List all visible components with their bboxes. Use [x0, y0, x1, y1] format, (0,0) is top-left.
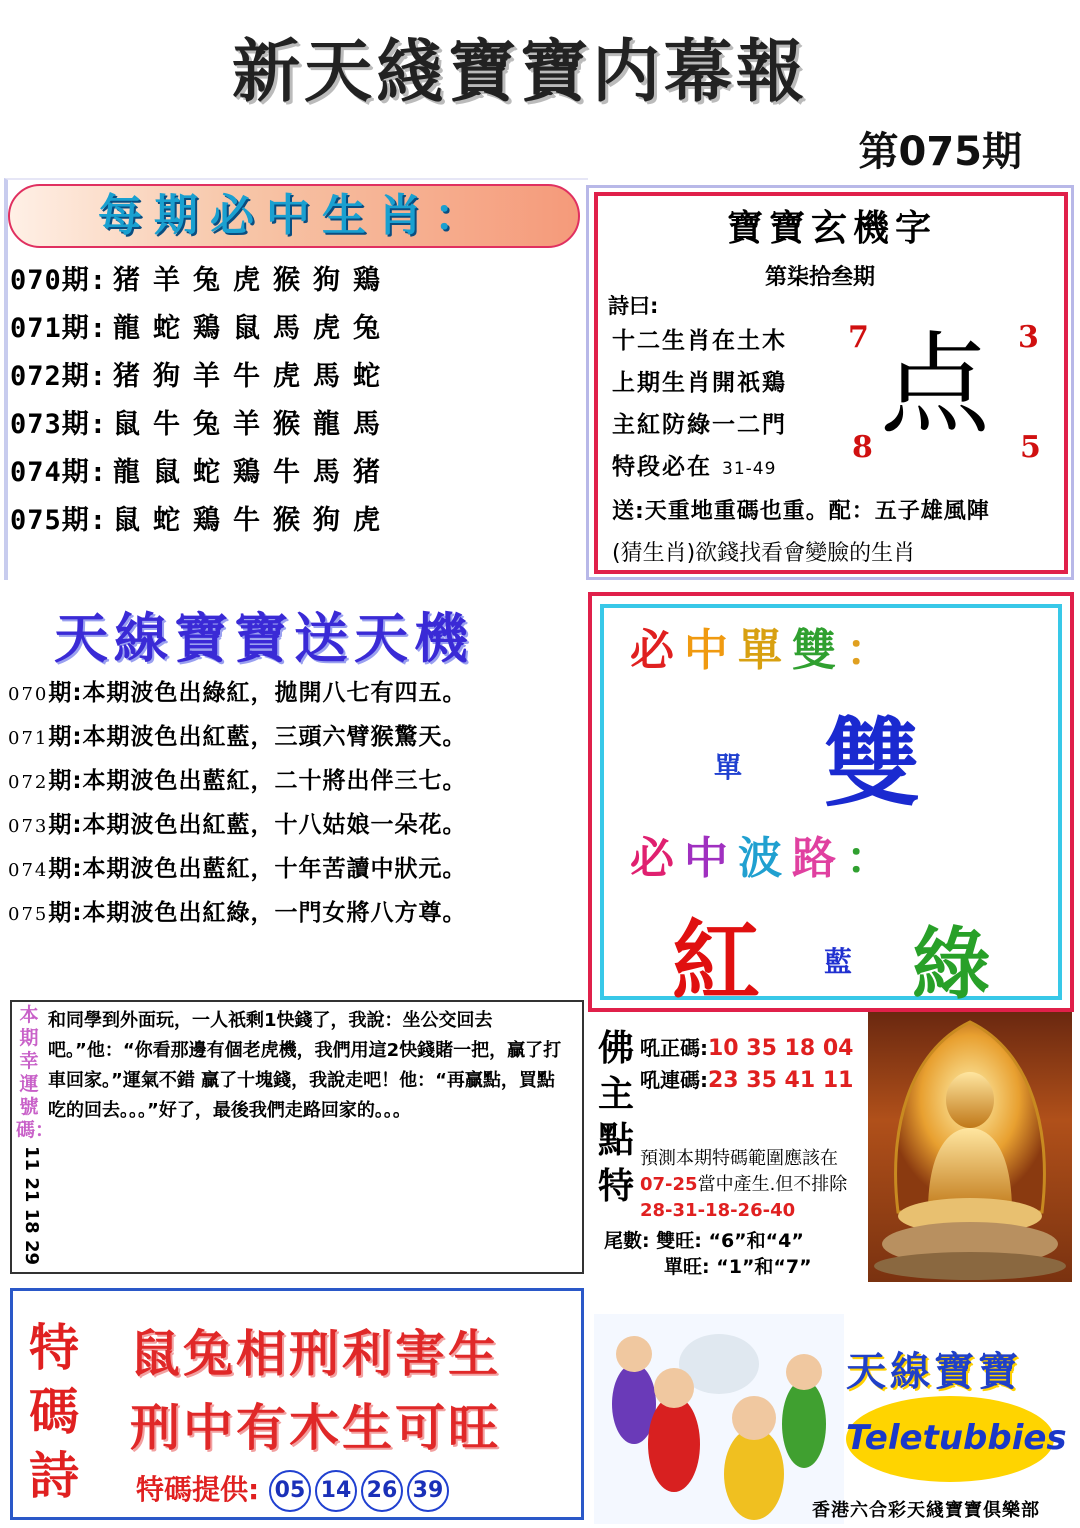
wave-row-label: 071	[8, 728, 49, 749]
zodiac-animal: 牛	[233, 361, 262, 392]
zodiac-animal: 鼠	[113, 409, 142, 440]
zodiac-animal: 鶏	[193, 505, 222, 536]
zodiac-animal: 虎	[353, 505, 382, 536]
main-numbers-label: 吼正碼:	[640, 1036, 708, 1060]
wave-row-text: 期:本期波色出紅藍，十八姑娘一朵花。	[48, 812, 467, 838]
zodiac-animal: 虎	[313, 313, 342, 344]
zodiac-animal: 龍	[313, 409, 342, 440]
wave-row-text: 期:本期波色出紅綠，一門女將八方尊。	[48, 900, 467, 926]
main-numbers-row	[640, 1032, 853, 1061]
teletubbies-logo-cn: 天線寶寶	[846, 1349, 1022, 1395]
poem-label: 詩曰:	[608, 294, 659, 318]
poem-vertical-label: 特碼詩	[29, 1319, 79, 1505]
link-numbers: 23 35 41 11	[708, 1068, 854, 1093]
club-footer: 香港六合彩天綫寶寶俱樂部	[812, 1500, 1040, 1521]
provider-row	[136, 1468, 453, 1512]
zodiac-animal: 狗	[313, 265, 342, 296]
riddle-line-1: 十二生肖在土木	[612, 328, 787, 354]
number-ball: 05	[269, 1470, 311, 1512]
zodiac-animal: 猪	[353, 457, 382, 488]
zodiac-animal: 羊	[233, 409, 262, 440]
zodiac-row	[10, 258, 387, 297]
provider-label: 特碼提供:	[136, 1473, 260, 1506]
zodiac-animal: 羊	[193, 361, 222, 392]
wave-row	[8, 850, 467, 883]
wave-row-text: 期:本期波色出綠紅，拋開八七有四五。	[48, 680, 467, 706]
zodiac-row-label: 073期:	[10, 409, 108, 440]
zodiac-animal: 兔	[193, 409, 222, 440]
wave-row-text: 期:本期波色出紅藍，三頭六臂猴驚天。	[48, 724, 467, 750]
poem-line-2: 刑中有木生可旺	[130, 1399, 501, 1457]
zodiac-row	[10, 306, 387, 345]
zodiac-animal: 鶏	[233, 457, 262, 488]
wave-row-text: 期:本期波色出藍紅，十年苦讀中狀元。	[48, 856, 467, 882]
corner-number-bl: 8	[852, 430, 873, 465]
wave-title: 天線寶寶送天機	[54, 607, 474, 670]
number-ball: 26	[361, 1470, 403, 1512]
wave-row-label: 073	[8, 816, 49, 837]
special-range: 31-49	[722, 459, 777, 479]
riddle-title: 寶寶玄機字	[726, 208, 937, 249]
zodiac-animal: 龍	[113, 457, 142, 488]
story-text: 和同學到外面玩，一人祇剩1快錢了，我說：坐公交回去吧。”他：“你看那邊有個老虎機，我們用這2快錢賭一把，贏了打車回家。”運氣不錯 贏了十塊錢，我說走吧！他：“再贏點，買點吃的回去。。。”好了，最後我們走路回家的。。。	[48, 1010, 562, 1121]
zodiac-animal: 馬	[313, 361, 342, 392]
wave-row	[8, 674, 467, 707]
riddle-line-3: 主紅防綠一二門	[612, 412, 787, 438]
zodiac-animal: 猪	[113, 361, 142, 392]
zodiac-animal: 猴	[273, 409, 302, 440]
big-even-label: 雙	[824, 707, 920, 820]
zodiac-animal: 牛	[273, 457, 302, 488]
special-label: 特段必在	[612, 454, 712, 480]
wave-row-text: 期:本期波色出藍紅，二十將出伴三七。	[48, 768, 467, 794]
link-numbers-row	[640, 1064, 853, 1093]
zodiac-animal: 猪	[113, 265, 142, 296]
wave-green: 綠	[912, 920, 991, 1010]
wave-row	[8, 718, 467, 751]
riddle-send-line: 送:天重地重碼也重。配：五子雄風陣	[612, 499, 990, 524]
main-numbers: 10 35 18 04	[708, 1036, 854, 1061]
zodiac-animal: 鼠	[233, 313, 262, 344]
corner-number-tr: 3	[1018, 320, 1039, 355]
wave-path-heading: 必中波路：	[630, 833, 900, 884]
zodiac-animal: 鶏	[353, 265, 382, 296]
zodiac-row	[10, 498, 387, 537]
zodiac-row-label: 075期:	[10, 505, 108, 536]
zodiac-animal: 鼠	[113, 505, 142, 536]
zodiac-animal: 猴	[273, 505, 302, 536]
wave-row	[8, 894, 467, 927]
number-ball: 14	[315, 1470, 357, 1512]
wave-row-label: 070	[8, 684, 49, 705]
wave-row	[8, 762, 467, 795]
riddle-line-2: 上期生肖開祇鶏	[612, 370, 787, 396]
zodiac-animal: 龍	[113, 313, 142, 344]
zodiac-row-label: 070期:	[10, 265, 108, 296]
zodiac-animal: 羊	[153, 265, 182, 296]
zodiac-animal: 猴	[273, 265, 302, 296]
zodiac-row	[10, 402, 387, 441]
zodiac-animal: 兔	[353, 313, 382, 344]
zodiac-animal: 蛇	[353, 361, 382, 392]
zodiac-animal: 狗	[153, 361, 182, 392]
zodiac-animal: 鼠	[153, 457, 182, 488]
zodiac-animal: 馬	[353, 409, 382, 440]
lucky-number-label: 本期幸運號碼：	[16, 1004, 55, 1141]
wave-row-label: 075	[8, 904, 49, 925]
corner-number-br: 5	[1020, 430, 1041, 465]
zodiac-animal: 馬	[273, 313, 302, 344]
buddha-image	[868, 1012, 1072, 1282]
zodiac-row	[10, 354, 387, 393]
teletubbies-logo: Teletubbies	[846, 1396, 1054, 1482]
zodiac-animal: 牛	[153, 409, 182, 440]
zodiac-animal: 牛	[233, 505, 262, 536]
wave-row-label: 074	[8, 860, 49, 881]
corner-number-tl: 7	[848, 320, 869, 355]
riddle-center-char: 点	[880, 321, 990, 449]
zodiac-animal: 蛇	[153, 313, 182, 344]
poem-line-1: 鼠兔相刑利害生	[130, 1325, 501, 1383]
wave-blue: 藍	[824, 945, 853, 978]
wave-red: 紅	[672, 910, 761, 1013]
zodiac-row-label: 071期:	[10, 313, 108, 344]
page-title: 新天綫寶寶内幕報	[231, 33, 808, 112]
zodiac-animal: 兔	[193, 265, 222, 296]
oddeven-heading: 必中單雙：	[630, 625, 900, 676]
zodiac-animal: 鶏	[193, 313, 222, 344]
small-odd-label: 單	[714, 751, 743, 784]
zodiac-animal: 虎	[273, 361, 302, 392]
riddle-footer: (猜生肖)欲錢找看會變臉的生肖	[612, 541, 916, 566]
prediction-text: 預測本期特碼範圍應該在07-25當中產生.但不排除28-31-18-26-40	[640, 1148, 848, 1221]
zodiac-animal: 蛇	[193, 457, 222, 488]
riddle-subtitle: 第柒拾叁期	[764, 265, 875, 290]
zodiac-row-label: 072期:	[10, 361, 108, 392]
number-ball: 39	[407, 1470, 449, 1512]
zodiac-row-label: 074期:	[10, 457, 108, 488]
zodiac-animal: 狗	[313, 505, 342, 536]
wave-row	[8, 806, 467, 839]
teletubbies-image	[594, 1314, 844, 1524]
issue-number: 第075期	[858, 129, 1022, 175]
zodiac-animal: 馬	[313, 457, 342, 488]
buddha-vertical-label: 佛主點特	[597, 1028, 634, 1207]
wave-row-label: 072	[8, 772, 49, 793]
tail-double-row: 尾數: 雙旺: “6”和“4”	[604, 1230, 804, 1252]
zodiac-animal: 蛇	[153, 505, 182, 536]
link-numbers-label: 吼連碼:	[640, 1068, 708, 1092]
zodiac-animal: 虎	[233, 265, 262, 296]
lucky-numbers: 11 21 18 29	[21, 1146, 42, 1265]
zodiac-row	[10, 450, 387, 489]
tail-single-row: 單旺: “1”和“7”	[664, 1256, 812, 1278]
zodiac-heading: 每期必中生肖：	[8, 184, 580, 248]
riddle-line-4	[612, 448, 776, 481]
